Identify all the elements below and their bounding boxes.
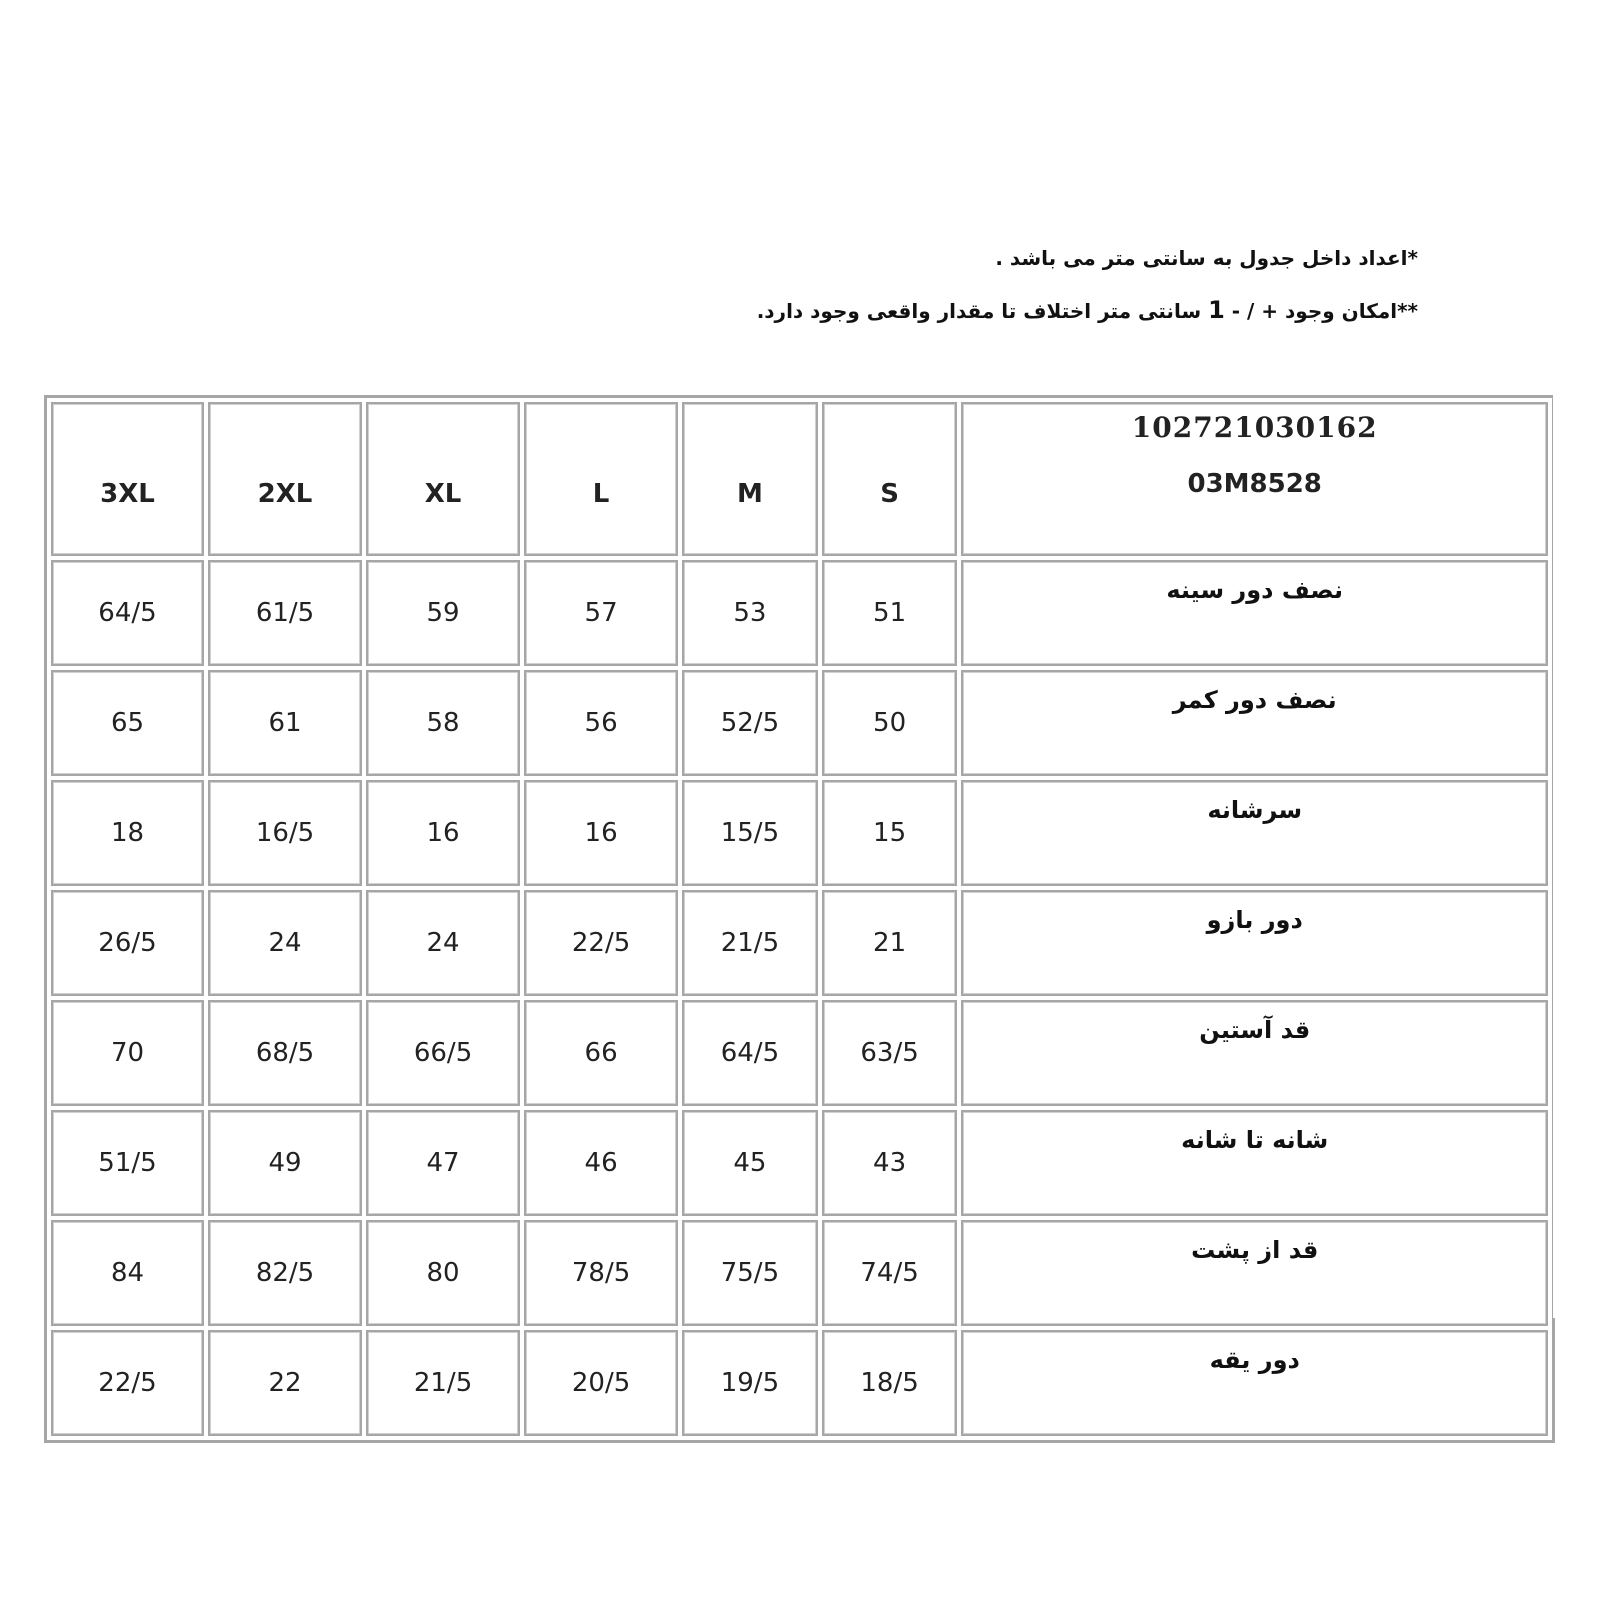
measurement-value-m: 19/5 bbox=[682, 1330, 818, 1436]
product-code: 102721030162 bbox=[1131, 411, 1378, 444]
table-row bbox=[51, 1110, 1548, 1216]
measurement-value-m: 15/5 bbox=[682, 780, 818, 886]
note-tolerance-part2: سانتی متر اختلاف تا مقدار واقعی وجود دارد. bbox=[756, 299, 1209, 323]
measurement-value-2xl: 16/5 bbox=[208, 780, 362, 886]
measurement-value-xl: 66/5 bbox=[366, 1000, 520, 1106]
measurement-value-3xl: 84 bbox=[51, 1220, 204, 1326]
measurement-label: قد از پشت bbox=[961, 1220, 1548, 1326]
measurement-value-xl: 58 bbox=[366, 670, 520, 776]
measurement-value-2xl: 82/5 bbox=[208, 1220, 362, 1326]
measurement-value-m: 75/5 bbox=[682, 1220, 818, 1326]
table-row bbox=[51, 1000, 1548, 1106]
measurement-value-s: 21 bbox=[822, 890, 958, 996]
note-tolerance-part1: **امکان وجود + / - bbox=[1224, 299, 1418, 323]
note-tolerance-value: 1 bbox=[1208, 296, 1225, 324]
measurement-value-l: 46 bbox=[524, 1110, 678, 1216]
measurement-value-2xl: 49 bbox=[208, 1110, 362, 1216]
table-row bbox=[51, 1220, 1548, 1326]
note-units: *اعداد داخل جدول به سانتی متر می باشد . bbox=[995, 246, 1418, 270]
model-code: 03M8528 bbox=[1187, 469, 1322, 499]
measurement-value-3xl: 18 bbox=[51, 780, 204, 886]
table-row bbox=[51, 890, 1548, 996]
measurement-value-m: 64/5 bbox=[682, 1000, 818, 1106]
measurement-value-s: 43 bbox=[822, 1110, 958, 1216]
size-header-m: M bbox=[682, 402, 818, 556]
measurement-value-s: 50 bbox=[822, 670, 958, 776]
measurement-value-s: 63/5 bbox=[822, 1000, 958, 1106]
measurement-label: قد آستین bbox=[961, 1000, 1548, 1106]
measurement-value-xl: 47 bbox=[366, 1110, 520, 1216]
size-header-2xl: 2XL bbox=[208, 402, 362, 556]
measurement-value-l: 20/5 bbox=[524, 1330, 678, 1436]
measurement-notes bbox=[618, 242, 1418, 347]
measurement-value-2xl: 24 bbox=[208, 890, 362, 996]
measurement-value-s: 18/5 bbox=[822, 1330, 958, 1436]
measurement-label: شانه تا شانه bbox=[961, 1110, 1548, 1216]
measurement-label: دور یقه bbox=[961, 1330, 1548, 1436]
size-header-xl: XL bbox=[366, 402, 520, 556]
measurement-value-2xl: 61/5 bbox=[208, 560, 362, 666]
measurement-value-3xl: 26/5 bbox=[51, 890, 204, 996]
measurement-value-3xl: 70 bbox=[51, 1000, 204, 1106]
note-tolerance bbox=[618, 294, 1418, 327]
measurement-label: دور بازو bbox=[961, 890, 1548, 996]
measurement-value-xl: 16 bbox=[366, 780, 520, 886]
measurement-label: نصف دور سینه bbox=[961, 560, 1548, 666]
measurement-value-2xl: 68/5 bbox=[208, 1000, 362, 1106]
measurement-value-xl: 24 bbox=[366, 890, 520, 996]
measurement-value-l: 56 bbox=[524, 670, 678, 776]
table-right-crop bbox=[1553, 388, 1593, 1318]
table-header-row bbox=[51, 402, 1548, 556]
measurement-label: نصف دور کمر bbox=[961, 670, 1548, 776]
table-row bbox=[51, 670, 1548, 776]
measurement-label: سرشانه bbox=[961, 780, 1548, 886]
product-code-cell bbox=[961, 402, 1548, 556]
table-row bbox=[51, 780, 1548, 886]
measurement-value-s: 74/5 bbox=[822, 1220, 958, 1326]
table-row bbox=[51, 1330, 1548, 1436]
measurement-value-3xl: 65 bbox=[51, 670, 204, 776]
measurement-value-3xl: 22/5 bbox=[51, 1330, 204, 1436]
measurement-value-2xl: 22 bbox=[208, 1330, 362, 1436]
measurement-value-3xl: 51/5 bbox=[51, 1110, 204, 1216]
measurement-value-xl: 21/5 bbox=[366, 1330, 520, 1436]
measurement-value-xl: 80 bbox=[366, 1220, 520, 1326]
measurement-value-xl: 59 bbox=[366, 560, 520, 666]
measurement-value-l: 66 bbox=[524, 1000, 678, 1106]
measurement-value-s: 51 bbox=[822, 560, 958, 666]
measurement-value-m: 21/5 bbox=[682, 890, 818, 996]
measurement-value-l: 57 bbox=[524, 560, 678, 666]
measurement-value-m: 45 bbox=[682, 1110, 818, 1216]
measurement-value-l: 22/5 bbox=[524, 890, 678, 996]
size-chart-table bbox=[44, 395, 1555, 1443]
size-header-l: L bbox=[524, 402, 678, 556]
measurement-value-2xl: 61 bbox=[208, 670, 362, 776]
measurement-value-m: 53 bbox=[682, 560, 818, 666]
table-row bbox=[51, 560, 1548, 666]
measurement-value-l: 78/5 bbox=[524, 1220, 678, 1326]
measurement-value-m: 52/5 bbox=[682, 670, 818, 776]
size-header-s: S bbox=[822, 402, 958, 556]
size-header-3xl: 3XL bbox=[51, 402, 204, 556]
measurement-value-s: 15 bbox=[822, 780, 958, 886]
measurement-value-3xl: 64/5 bbox=[51, 560, 204, 666]
measurement-value-l: 16 bbox=[524, 780, 678, 886]
